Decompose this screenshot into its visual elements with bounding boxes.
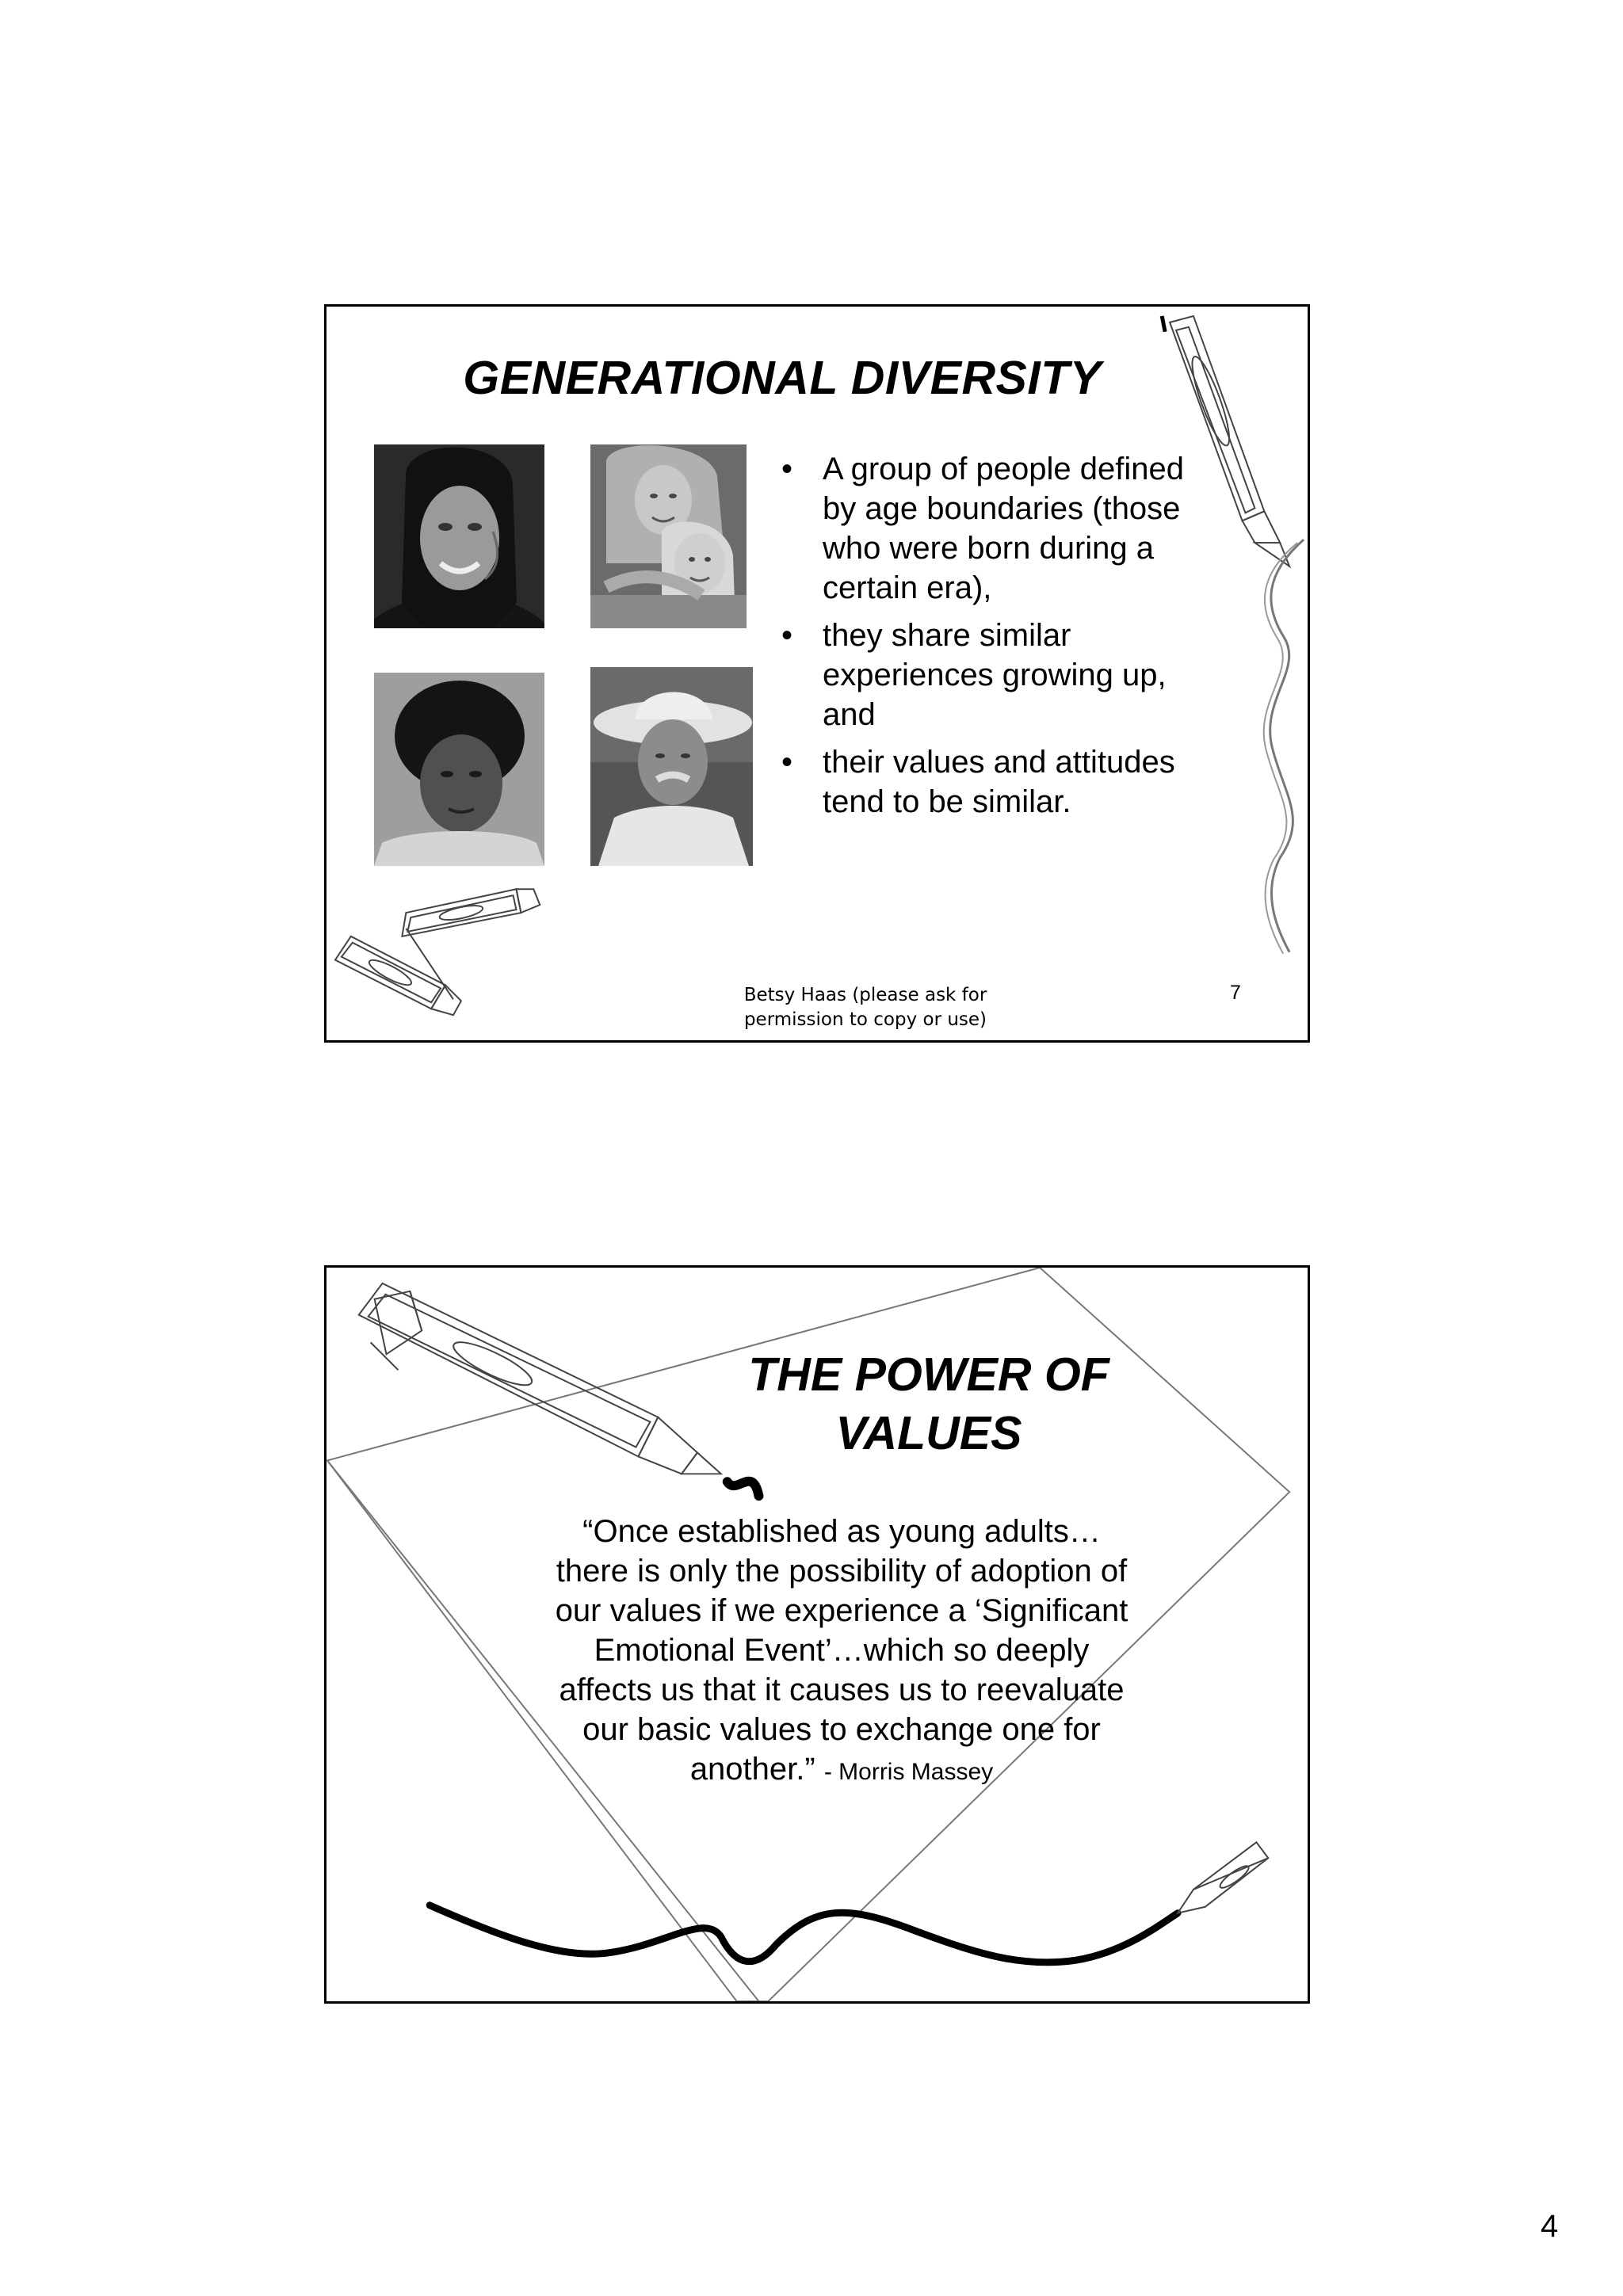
crayon-bottom-right-icon <box>1178 1842 1268 1913</box>
crayon-top-left-icon <box>359 1283 721 1474</box>
slide-number: 7 <box>1230 982 1241 1004</box>
quote-line: our basic values to exchange one for <box>582 1712 1101 1747</box>
bullet-text: A group of people defined by age boundaries (those who were born during a certain era), <box>823 452 1184 605</box>
quote-line <box>517 1749 1167 1792</box>
elderly-man-hat-photo <box>590 667 753 866</box>
older-woman-photo <box>374 673 544 866</box>
woman-headset-photo <box>374 444 544 628</box>
slide-footer <box>723 983 1008 1032</box>
mother-daughter-photo <box>590 444 747 628</box>
bullet-item <box>778 449 1222 608</box>
quote-line: Emotional Event’…which so deeply <box>594 1633 1090 1668</box>
wavy-line-right-icon <box>1270 540 1304 952</box>
crayons-bottom-left-icon <box>335 889 540 1015</box>
bullet-marker: • <box>781 452 793 486</box>
footer-line: Betsy Haas (please ask for <box>743 985 987 1005</box>
quote-author: - Morris Massey <box>823 1759 994 1785</box>
slide-title: GENERATIONAL DIVERSITY <box>463 352 1102 404</box>
slide-generational-diversity <box>324 304 1310 1043</box>
bullet-text: their values and attitudes tend to be similar. <box>823 745 1175 819</box>
bullet-marker: • <box>781 618 793 653</box>
bullet-marker: • <box>781 745 793 780</box>
page-number: 4 <box>1541 2209 1559 2244</box>
bullet-item <box>778 616 1222 734</box>
bullet-text: they share similar experiences growing up, and <box>823 618 1167 732</box>
quote-line: our values if we experience a ‘Significant <box>555 1593 1128 1628</box>
wave-line-icon <box>430 1905 1178 1962</box>
bullet-list <box>778 449 1222 830</box>
quote-last-line: another.” <box>689 1752 815 1787</box>
footer-line: permission to copy or use) <box>743 1009 987 1030</box>
squiggle-icon <box>727 1482 759 1496</box>
quote-line: there is only the possibility of adoption of <box>556 1554 1128 1589</box>
quote-line: “Once established as young adults… <box>582 1514 1101 1549</box>
slide-title <box>707 1345 1151 1463</box>
bullet-item <box>778 742 1222 822</box>
quote-line: affects us that it causes us to reevaluate <box>559 1672 1125 1707</box>
slide-power-of-values <box>324 1265 1310 2004</box>
title-line: THE POWER OF <box>748 1348 1109 1401</box>
title-line: VALUES <box>835 1407 1022 1459</box>
quote-block <box>517 1512 1167 1792</box>
